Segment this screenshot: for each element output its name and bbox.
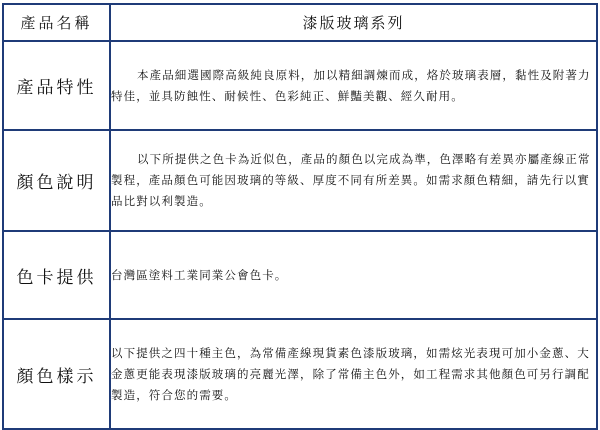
row-text-color-notes [110,130,597,231]
product-series-title: 漆版玻璃系列 [110,4,597,41]
features-paragraph: 本產品細選國際高級純良原料，加以精細調煉而成，烙於玻璃表層，黏性及附著力特佳，並具防蝕性、耐候性、色彩純正、鮮豔美觀、經久耐用。 [111,67,591,103]
row-text-color-card [110,231,597,319]
row-text-features [110,41,597,130]
header-label-cell: 產品名稱 [3,4,110,41]
table-row-color-notes [3,130,597,231]
table-row-color-samples [3,319,597,429]
row-label-features: 產品特性 [3,41,110,130]
color-samples-paragraph: 以下提供之四十種主色，為常備產線現貨素色漆版玻璃，如需炫光表現可加小金蔥、大金蔥更能表現漆版玻璃的亮麗光澤，除了常備主色外，如工程需求其他顏色可另行調配製造，符合您的需要。 [111,345,590,402]
color-notes-paragraph: 以下所提供之色卡為近似色，產品的顏色以完成為準，色澤略有差異亦屬產線正常製程，產品顏色可能因玻璃的等級、厚度不同有所差異。如需求顏色精細，請先行以實品比對以利製造。 [111,152,591,208]
table-row-color-card [3,231,597,319]
product-spec-table [2,3,598,430]
table-header-row [3,4,597,41]
row-text-color-samples [110,319,597,429]
table-row-features [3,41,597,130]
row-label-color-card: 色卡提供 [3,231,110,319]
row-label-color-samples: 顏色樣示 [3,319,110,429]
row-label-color-notes: 顏色說明 [3,130,110,231]
color-card-paragraph: 台灣區塗料工業同業公會色卡。 [111,267,288,282]
